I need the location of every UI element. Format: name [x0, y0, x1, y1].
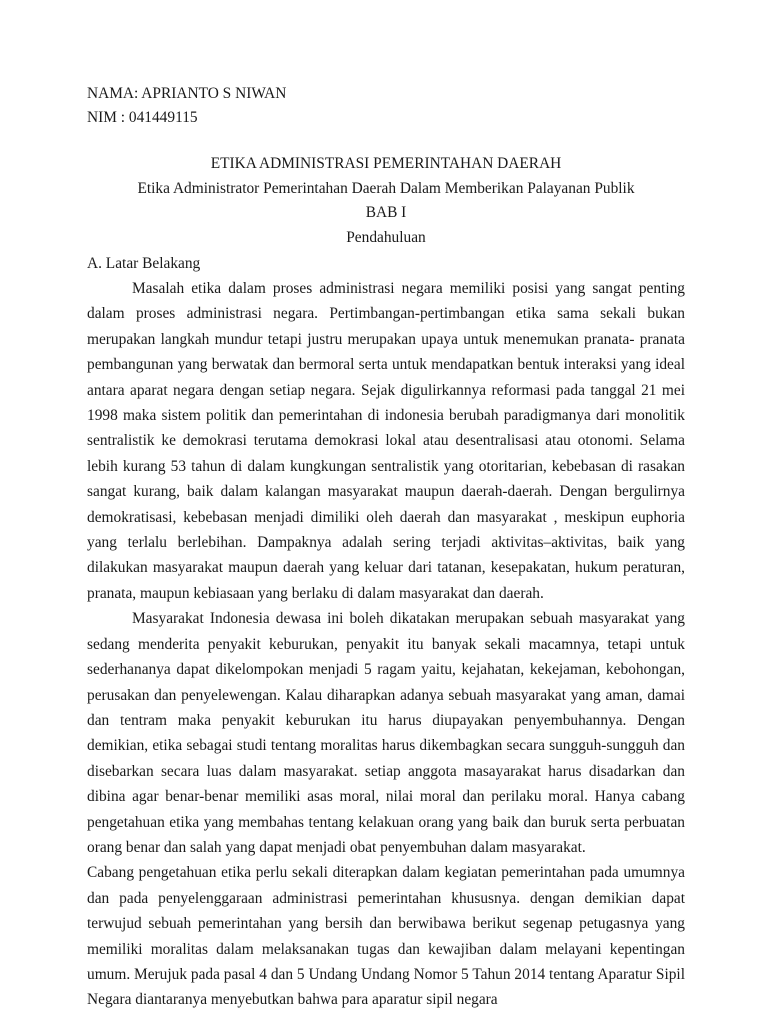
document-title: ETIKA ADMINISTRASI PEMERINTAHAN DAERAH — [210, 155, 562, 172]
document-subtitle: Etika Administrator Pemerintahan Daerah Dalam Memberikan Palayanan Publik — [137, 179, 635, 197]
section-title: A. Latar Belakang — [87, 255, 201, 272]
chapter-number: BAB I — [365, 204, 407, 221]
document-headings — [87, 152, 685, 250]
chapter-title: Pendahuluan — [346, 228, 426, 246]
paragraph: Cabang pengetahuan etika perlu sekali diterapkan dalam kegiatan pemerintahan pada umumnya dan pada penyelenggaraan administrasi pemerintahan khususnya. dengan demikian dapat terwujud sebuah pemerintahan yang bersih dan berwibawa berikut segenap petugasnya yang memiliki moralitas dalam melaksanakan tugas dan kewajiban dalam melayani kepentingan umum. Merujuk pada pasal 4 dan 5 Undang Undang Nomor 5 Tahun 2014 tentang Aparatur Sipil Negara diantaranya menyebutkan bahwa para aparatur sipil negara — [87, 864, 685, 1009]
student-nim: NIM : 041449115 — [87, 109, 198, 126]
student-name: NAMA: APRIANTO S NIWAN — [87, 85, 287, 102]
paragraph: Masyarakat Indonesia dewasa ini boleh dikatakan merupakan sebuah masyarakat yang sedang menderita penyakit keburukan, penyakit itu banyak sekali macamnya, tetapi untuk sederhananya dapat dikelompokan menjadi 5 ragam yaitu, kejahatan, kekejaman, kebohongan, perusakan dan penyelewengan. Kalau diharapkan adanya sebuah masyarakat yang aman, damai dan tentram maka penyakit keburukan itu harus diupayakan penyembuhannya. Dengan demikian, etika sebagai studi tentang moralitas harus dikembagkan secara sungguh-sungguh dan disebarkan secara luas dalam masyarakat. setiap anggota masayarakat harus disadarkan dan dibina agar benar-benar memiliki asas moral, nilai moral dan perilaku moral. Hanya cabang pengetahuan etika yang membahas tentang kelakuan orang yang baik dan buruk serta perbuatan orang benar dan salah yang dapat menjadi obat penyembuhan dalam masyarakat. — [87, 610, 685, 856]
paragraph: Masalah etika dalam proses administrasi negara memiliki posisi yang sangat penting dalam proses administrasi negara. Pertimbangan-pertimbangan etika sama sekali bukan merupakan langkah mundur tetapi justru merupakan upaya untuk menemukan pranata- pranata pembangunan yang berwatak dan bermoral serta untuk mendapatkan bentuk interaksi yang ideal antara aparat negara dengan setiap negara. Sejak digulirkannya reformasi pada tanggal 21 mei 1998 maka sistem politik dan pemerintahan di indonesia berubah paradigmanya dari monolitik sentralistik ke demokrasi terutama demokrasi lokal atau desentralisasi atau otonomi. Selama lebih kurang 53 tahun di dalam kungkungan sentralistik yang otoritarian, kebebasan di rasakan sangat kurang, baik dalam kalangan masyarakat maupun daerah-daerah. Dengan bergulirnya demokratisasi, kebebasan menjadi dimiliki oleh daerah dan masyarakat , meskipun euphoria yang terlalu berlebihan. Dampaknya adalah sering terjadi aktivitas–aktivitas, baik yang dilakukan masyarakat maupun daerah yang keluar dari tatanan, kesepakatan, hukum peraturan, pranata, maupun kebiasaan yang berlaku di dalam masyarakat dan daerah. — [87, 280, 685, 602]
